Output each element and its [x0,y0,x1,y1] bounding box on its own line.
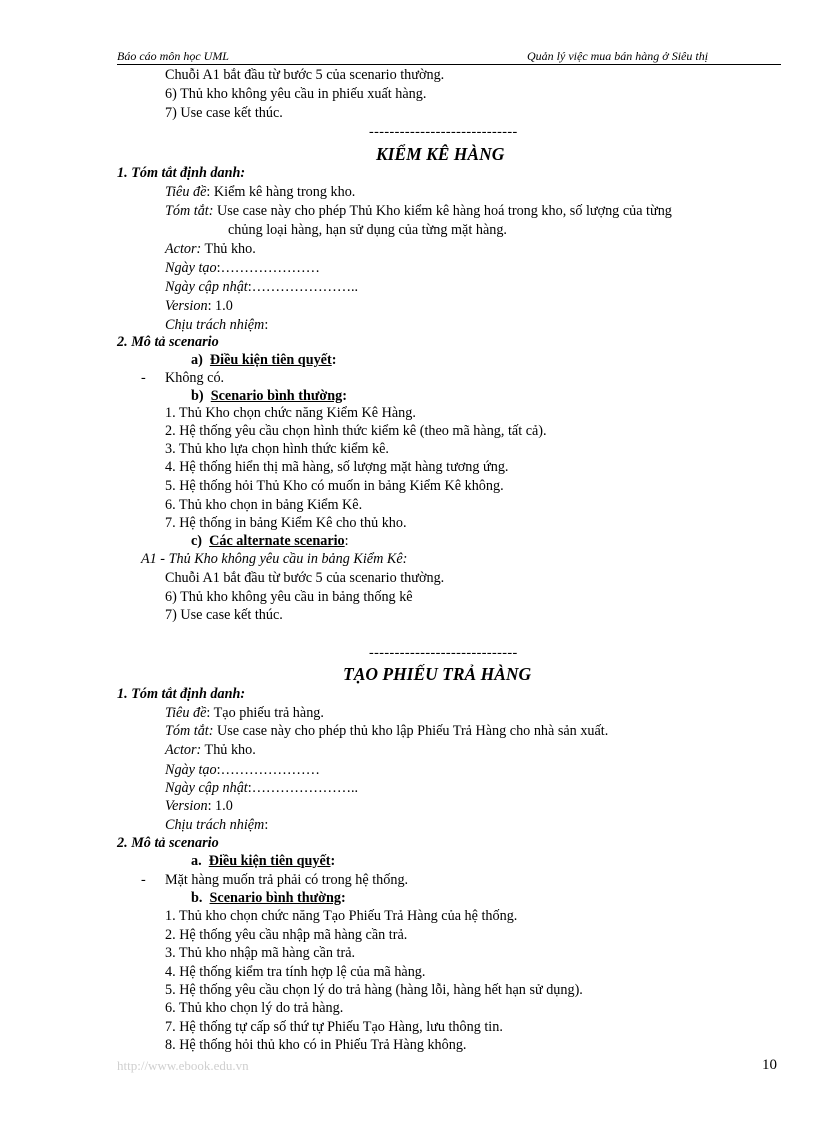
step-item: 8. Hệ thống hỏi thủ kho có in Phiếu Trả Hàng không. [165,1037,467,1053]
field-value: Thủ kho. [201,742,256,758]
field-value: : 1.0 [207,798,233,814]
subheading-colon: : [341,890,346,906]
field-value: : [264,317,269,333]
subheading-alternate [191,532,349,550]
heading-mo-ta: 2. Mô tả scenario [117,835,219,851]
subheading-colon: : [330,853,336,869]
field-actor [165,240,256,258]
step-item: 5. Hệ thống yêu cầu chọn lý do trả hàng (hàng lỗi, hàng hết hạn sử dụng). [165,982,583,998]
field-label: Tiêu đề [165,705,207,721]
subheading-colon: : [344,533,349,549]
step-item: 4. Hệ thống kiểm tra tính hợp lệ của mã hàng. [165,964,426,980]
field-label: Ngày cập nhật [165,279,248,295]
text-line: Chuỗi A1 bắt đầu từ bước 5 của scenario thường. [165,67,445,83]
heading-mo-ta: 2. Mô tả scenario [117,334,219,350]
step-item: 3. Thủ kho lựa chọn hình thức kiểm kê. [165,441,389,457]
header-left-title: Báo cáo môn học UML [117,49,229,63]
field-label: Tóm tắt: [165,203,214,219]
step-item: 3. Thủ kho nhập mã hàng cần trả. [165,945,356,961]
subheading-scenario [191,889,346,907]
heading-tom-tat: 1. Tóm tắt định danh: [117,686,246,702]
list-item: Mặt hàng muốn trả phải có trong hệ thống. [165,872,409,888]
subheading-colon: : [342,388,347,404]
bullet-dash: - [141,872,146,888]
subheading-prefix: a) [191,352,203,368]
subheading-dieu-kien [191,852,335,870]
field-value: : [264,817,269,833]
field-value: :………………… [216,762,320,778]
subheading-prefix: a. [191,853,202,869]
field-label: Ngày cập nhật [165,780,248,796]
text-line: Chuỗi A1 bắt đầu từ bước 5 của scenario thường. [165,570,445,586]
field-label: Ngày tạo [165,762,217,778]
alt-scenario-title: A1 - Thủ Kho không yêu cầu in bảng Kiểm Kê: [141,551,408,567]
subheading-label: Scenario bình thường [209,890,342,906]
text-line: 6) Thủ kho không yêu cầu in phiếu xuất hàng. [165,86,427,102]
subheading-prefix: c) [191,533,203,549]
field-value: :………………… [216,260,320,276]
field-chiu-trach-nhiem [165,816,268,834]
field-version [165,797,233,815]
bullet-dash: - [141,370,146,386]
subheading-dieu-kien [191,351,336,369]
text-line: 7) Use case kết thúc. [165,607,283,623]
field-value: : Tạo phiếu trả hàng. [206,705,324,721]
step-item: 1. Thủ Kho chọn chức năng Kiểm Kê Hàng. [165,405,416,421]
field-label: Tóm tắt: [165,723,214,739]
field-label: Actor: [165,742,202,758]
step-item: 6. Thủ kho chọn in bảng Kiểm Kê. [165,497,363,513]
field-ngay-tao [165,761,320,779]
field-label: Version [165,298,208,314]
field-value: Use case này cho phép Thủ Kho kiểm kê hàng hoá trong kho, số lượng của từng [213,203,672,219]
field-tom-tat [165,722,608,740]
field-version [165,297,233,315]
subheading-prefix: b. [191,890,203,906]
field-label: Ngày tạo [165,260,217,276]
subheading-scenario [191,387,347,405]
field-label: Chịu trách nhiệm [165,317,265,333]
list-item: Không có. [165,370,225,386]
field-label: Version [165,798,208,814]
field-tieu-de [165,704,324,722]
field-tom-tat-cont: chủng loại hàng, hạn sử dụng của từng mặt hàng. [228,222,507,238]
subheading-label: Điều kiện tiên quyết [208,853,331,869]
step-item: 7. Hệ thống tự cấp số thứ tự Phiếu Tạo Hàng, lưu thông tin. [165,1019,503,1035]
text-line: 6) Thủ kho không yêu cầu in bảng thống kê [165,589,413,605]
footer-url[interactable]: http://www.ebook.edu.vn [117,1058,249,1073]
step-item: 5. Hệ thống hỏi Thủ Kho có muốn in bảng Kiểm Kê không. [165,478,504,494]
step-item: 7. Hệ thống in bảng Kiểm Kê cho thủ kho. [165,515,407,531]
field-value: Thủ kho. [201,241,256,257]
field-value: :………………….. [247,279,359,295]
field-ngay-cap-nhat [165,779,358,797]
text-line: 7) Use case kết thúc. [165,105,283,121]
step-item: 2. Hệ thống yêu cầu nhập mã hàng cần trả. [165,927,408,943]
step-item: 1. Thủ kho chọn chức năng Tạo Phiếu Trả Hàng của hệ thống. [165,908,518,924]
page-number: 10 [762,1057,777,1073]
field-actor [165,741,256,759]
section-title-tao-phieu: TẠO PHIẾU TRẢ HÀNG [343,664,532,684]
field-chiu-trach-nhiem [165,316,268,334]
step-item: 2. Hệ thống yêu cầu chọn hình thức kiểm kê (theo mã hàng, tất cả). [165,423,547,439]
field-tieu-de [165,183,355,201]
field-ngay-cap-nhat [165,278,358,296]
heading-tom-tat: 1. Tóm tắt định danh: [117,165,246,181]
separator: ----------------------------- [369,124,518,140]
subheading-label: Scenario bình thường [210,388,343,404]
field-value: Use case này cho phép thủ kho lập Phiếu Trả Hàng cho nhà sản xuất. [213,723,609,739]
page-header [117,46,781,65]
subheading-colon: : [331,352,337,368]
field-ngay-tao [165,259,320,277]
section-title-kiem-ke: KIỂM KÊ HÀNG [376,144,505,164]
field-value: :………………….. [247,780,359,796]
subheading-label: Điều kiện tiên quyết [209,352,332,368]
field-value: : Kiểm kê hàng trong kho. [206,184,356,200]
field-label: Tiêu đề [165,184,207,200]
subheading-label: Các alternate scenario [209,533,345,549]
header-right-title: Quản lý việc mua bán hàng ở Siêu thị [527,49,709,63]
field-label: Chịu trách nhiệm [165,817,265,833]
separator: ----------------------------- [369,645,518,661]
step-item: 4. Hệ thống hiển thị mã hàng, số lượng mặt hàng tương ứng. [165,459,509,475]
field-tom-tat [165,202,672,220]
field-label: Actor: [165,241,202,257]
step-item: 6. Thủ kho chọn lý do trả hàng. [165,1000,344,1016]
subheading-prefix: b) [191,388,204,404]
field-value: : 1.0 [207,298,233,314]
